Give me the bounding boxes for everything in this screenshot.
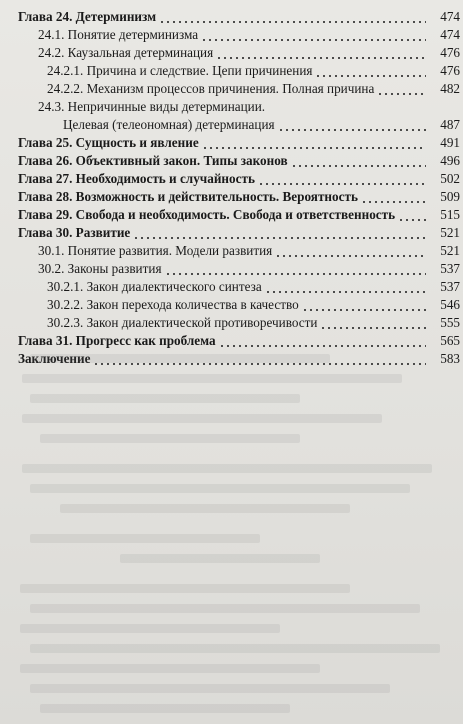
show-through-line (22, 374, 402, 383)
toc-page-number: 482 (440, 81, 460, 96)
toc-chapter-entry[interactable] (0, 188, 463, 206)
show-through-line (30, 644, 440, 653)
toc-page-number: 491 (440, 135, 460, 150)
toc-page-number: 502 (440, 171, 460, 186)
dot-leader (278, 116, 426, 134)
toc-entry-title: 30.2.3. Закон диалектической противоречивости (47, 315, 318, 330)
toc-page-number: 509 (440, 189, 460, 204)
dot-leader (93, 350, 426, 368)
toc-entry-title: 30.2.2. Закон перехода количества в качество (47, 297, 299, 312)
show-through-line (22, 464, 432, 473)
dot-leader (201, 26, 426, 44)
show-through-line (20, 664, 320, 673)
toc-page-number: 546 (440, 297, 460, 312)
toc-section-entry[interactable] (0, 314, 463, 332)
dot-leader (361, 188, 426, 206)
show-through-line (20, 584, 350, 593)
dot-leader (315, 62, 426, 80)
show-through-line (22, 414, 382, 423)
show-through-line (30, 394, 300, 403)
toc-entry-title: Глава 31. Прогресс как проблема (18, 333, 216, 348)
toc-section-entry[interactable] (0, 278, 463, 296)
show-through-line (30, 534, 260, 543)
toc-section-entry[interactable] (0, 80, 463, 98)
toc-page-number: 476 (440, 63, 460, 78)
show-through-text (0, 340, 463, 724)
toc-entry-title: Глава 30. Развитие (18, 225, 131, 240)
toc-page-number: 555 (440, 315, 460, 330)
toc-page-number: 537 (440, 261, 460, 276)
toc-chapter-entry[interactable] (0, 350, 463, 368)
dot-leader (159, 8, 426, 26)
toc-section-entry[interactable] (0, 26, 463, 44)
dot-leader (302, 296, 426, 314)
toc-page-number: 474 (440, 9, 460, 24)
dot-leader (275, 242, 426, 260)
dot-leader (398, 206, 426, 224)
toc-entry-title: 24.2.1. Причина и следствие. Цепи причинения (47, 63, 313, 78)
toc-entry-title: 30.2.1. Закон диалектического синтеза (47, 279, 262, 294)
toc-entry-continuation[interactable] (0, 116, 463, 134)
toc-entry-title: 30.2. Законы развития (38, 261, 162, 276)
show-through-line (20, 624, 280, 633)
toc-page-number: 496 (440, 153, 460, 168)
toc-chapter-entry[interactable] (0, 224, 463, 242)
dot-leader (291, 152, 426, 170)
dot-leader (265, 278, 426, 296)
toc-chapter-entry[interactable] (0, 206, 463, 224)
toc-chapter-entry[interactable] (0, 8, 463, 26)
toc-page-number: 474 (440, 27, 460, 42)
toc-entry-title: 24.2.2. Механизм процессов причинения. Полная причина (47, 81, 375, 96)
toc-section-entry[interactable] (0, 242, 463, 260)
show-through-line (120, 554, 320, 563)
toc-chapter-entry[interactable] (0, 332, 463, 350)
toc-entry-title: 24.2. Каузальная детерминация (38, 45, 214, 60)
toc-chapter-entry[interactable] (0, 152, 463, 170)
toc-entry-title: 30.1. Понятие развития. Модели развития (38, 243, 273, 258)
show-through-line (60, 504, 350, 513)
toc-entry-title: Глава 24. Детерминизм (18, 9, 157, 24)
dot-leader (258, 170, 426, 188)
toc-entry[interactable] (0, 98, 463, 116)
show-through-line (30, 484, 410, 493)
show-through-line (40, 704, 290, 713)
toc-entry-title-continuation: Целевая (телеономная) детерминация (63, 117, 275, 132)
dot-leader (377, 80, 426, 98)
toc-section-entry[interactable] (0, 44, 463, 62)
dot-leader (202, 134, 426, 152)
toc-entry-title: Глава 28. Возможность и действительность. Вероятность (18, 189, 358, 204)
dot-leader (133, 224, 426, 242)
show-through-line (30, 604, 420, 613)
dot-leader (216, 44, 426, 62)
toc-page-number: 521 (440, 243, 460, 258)
toc-section-entry[interactable] (0, 296, 463, 314)
toc-entry-title: Глава 26. Объективный закон. Типы законов (18, 153, 288, 168)
toc-page-number: 521 (440, 225, 460, 240)
toc-page-number: 583 (440, 351, 460, 366)
show-through-line (30, 684, 390, 693)
toc-page-number: 565 (440, 333, 460, 348)
toc-page-number: 515 (440, 207, 460, 222)
toc-entry-title: Глава 25. Сущность и явление (18, 135, 199, 150)
show-through-line (40, 434, 300, 443)
toc-chapter-entry[interactable] (0, 170, 463, 188)
toc-entry-title: 24.3. Непричинные виды детерминации. (38, 99, 266, 114)
toc-entry-title: Заключение (18, 351, 91, 366)
dot-leader (165, 260, 426, 278)
toc-entry-title: 24.1. Понятие детерминизма (38, 27, 199, 42)
toc-page-number: 476 (440, 45, 460, 60)
table-of-contents (0, 8, 463, 368)
toc-section-entry[interactable] (0, 260, 463, 278)
dot-leader (219, 332, 426, 350)
toc-chapter-entry[interactable] (0, 134, 463, 152)
dot-leader (320, 314, 426, 332)
toc-section-entry[interactable] (0, 62, 463, 80)
toc-page-number: 537 (440, 279, 460, 294)
toc-entry-title: Глава 27. Необходимость и случайность (18, 171, 255, 186)
toc-entry-title: Глава 29. Свобода и необходимость. Свобода и ответственность (18, 207, 396, 222)
toc-page-number: 487 (440, 117, 460, 132)
